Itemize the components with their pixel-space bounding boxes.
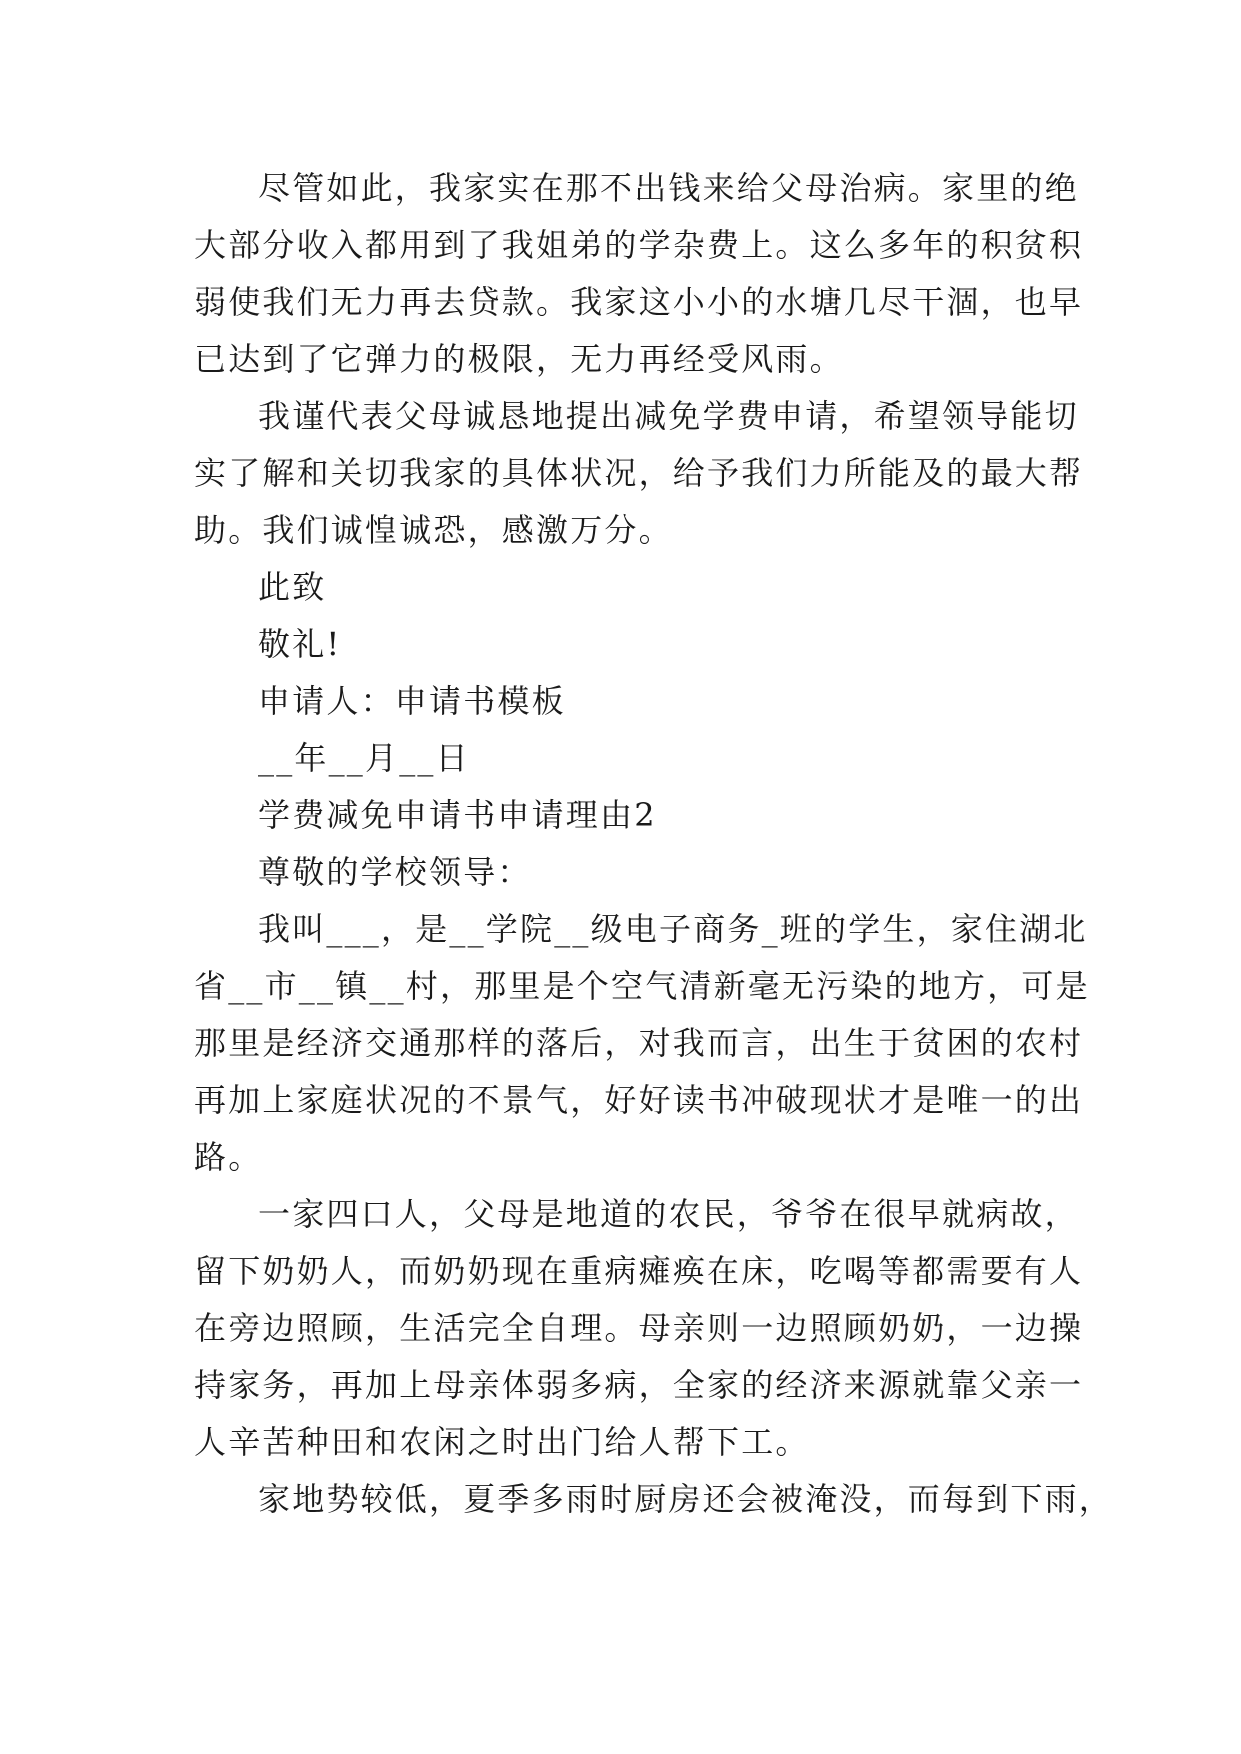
paragraph-line: 人辛苦种田和农闲之时出门给人帮下工。 xyxy=(194,1423,810,1461)
paragraph-line: 一家四口人，父母是地道的农民，爷爷在很早就病故， xyxy=(258,1195,1079,1233)
greeting: 尊敬的学校领导： xyxy=(258,853,532,891)
paragraph-line: 持家务，再加上母亲体弱多病，全家的经济来源就靠父亲一 xyxy=(194,1366,1084,1404)
paragraph-line: 那里是经济交通那样的落后，对我而言，出生于贫困的农村 xyxy=(194,1024,1084,1062)
date-line: __年__月__日 xyxy=(258,739,470,777)
paragraph-line: 家地势较低，夏季多雨时厨房还会被淹没，而每到下雨， xyxy=(258,1480,1114,1518)
closing-regards: 敬礼! xyxy=(258,625,342,663)
section-title: 学费减免申请书申请理由2 xyxy=(258,796,657,834)
paragraph-line: 在旁边照顾，生活完全自理。母亲则一边照顾奶奶，一边操 xyxy=(194,1309,1084,1347)
paragraph-line: 省__市__镇__村，那里是个空气清新毫无污染的地方，可是 xyxy=(194,967,1090,1005)
paragraph-line: 路。 xyxy=(194,1138,263,1176)
paragraph-line: 我谨代表父母诚恳地提出减免学费申请，希望领导能切 xyxy=(258,397,1079,435)
document-page xyxy=(194,160,1114,1528)
paragraph-line: 大部分收入都用到了我姐弟的学杂费上。这么多年的积贫积 xyxy=(194,226,1084,264)
paragraph-line: 助。我们诚惶诚恐，感激万分。 xyxy=(194,511,673,549)
applicant-name: 申请人：申请书模板 xyxy=(258,682,566,720)
paragraph-line: 再加上家庭状况的不景气，好好读书冲破现状才是唯一的出 xyxy=(194,1081,1084,1119)
paragraph-line: 我叫___，是__学院__级电子商务_班的学生，家住湖北 xyxy=(258,910,1088,948)
paragraph-line: 尽管如此，我家实在那不出钱来给父母治病。家里的绝 xyxy=(258,169,1079,207)
closing-salutation: 此致 xyxy=(258,568,327,606)
paragraph-line: 已达到了它弹力的极限，无力再经受风雨。 xyxy=(194,340,844,378)
paragraph-line: 实了解和关切我家的具体状况，给予我们力所能及的最大帮 xyxy=(194,454,1084,492)
paragraph-line: 留下奶奶人，而奶奶现在重病瘫痪在床，吃喝等都需要有人 xyxy=(194,1252,1084,1290)
paragraph-line: 弱使我们无力再去贷款。我家这小小的水塘几尽干涸，也早 xyxy=(194,283,1084,321)
